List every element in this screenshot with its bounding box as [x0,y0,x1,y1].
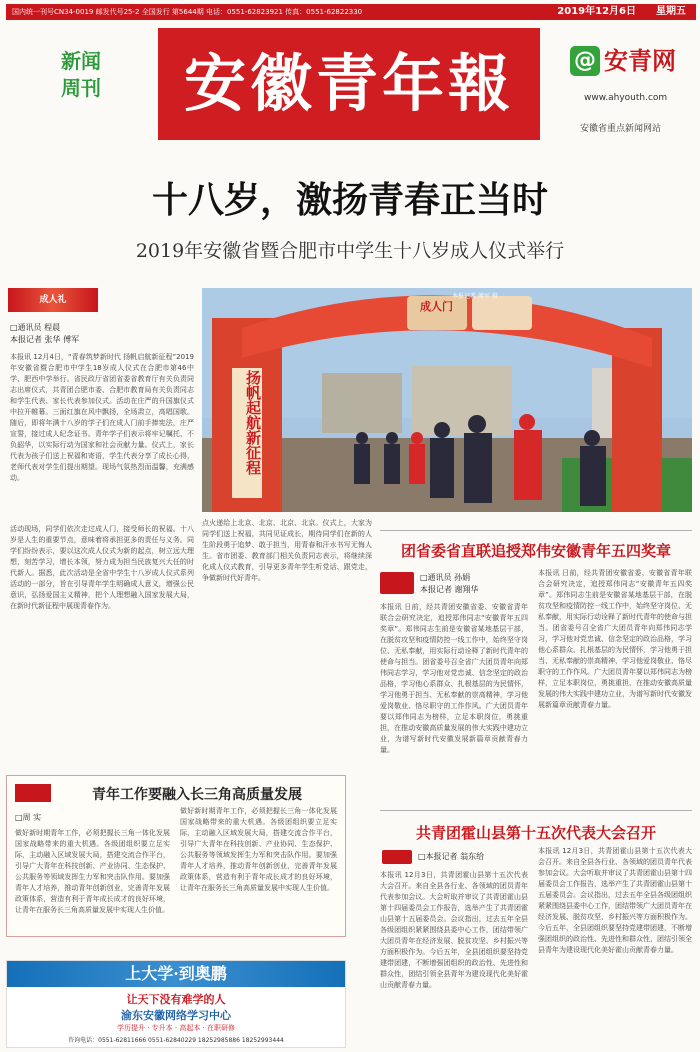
arch-sign: 成人门 [420,300,453,313]
lead-body-col2: 点火递给上北京、北京、北京、北京。仪式上，大家为同学们送上祝福，共同见证成长，期待同学们在新的人生阶段勇于追梦、敢于担当，用青春和汗水书写无悔人生。省市团委、教育部门相关负责同志表示，将继续深化成人仪式教育，引导更多青年学生听党话、跟党走，争做新时代好青年。 [202,519,372,582]
lead-byline-reporters: 本报记者 张华 傅军 [10,335,80,344]
ad-slogan: 让天下没有难学的人 [126,993,226,1006]
commentary-box [6,775,346,937]
commentary-body-col1: 做好新时期青年工作，必须把握长三角一体化发展国家战略带来的重大机遇。各级团组织要立足实际，主动融入区域发展大局，搭建交流合作平台，引导广大青年在科技创新、产业协同、生态保护、公共服务等领域发挥生力军和突击队作用。要加强青年人才培养，推动青年创新创业，完善青年发展政策体系，营造有利于青年成长成才的良好环境，让青年在服务长三角高质量发展中实现人生价值。 [15,829,170,914]
award-tag-icon [380,572,414,594]
lead-byline [10,322,190,346]
congress-tag-icon [382,850,412,864]
newspaper-masthead: 安徽青年報 [158,28,540,140]
site-description: 安徽省重点新闻网站 [580,124,662,134]
section-divider [380,530,692,531]
section-banner: 成人礼 [8,288,98,312]
congress-headline: 共青团霍山县第十五次代表大会召开 [415,824,656,842]
issue-weekday: 星期五 [656,6,686,17]
section-divider [380,810,692,811]
award-byline-correspondent: □通讯员 孙娟 [420,573,471,582]
pillar-sign: 扬帆起航新征程 [244,370,262,475]
site-logo-text: 安青网 [604,46,676,75]
weekly-label-line2: 周刊 [61,76,101,100]
award-byline-reporter: 本报记者 谢翔华 [420,585,479,594]
lead-body-col1: 本报讯 12月4日，“青春筑梦新时代 扬帆启航新征程”2019年安徽省暨合肥市中学生18岁成人仪式在合肥市第46中学、肥西中学举行。省民政厅省团省委省教育厅有关负责同志出席仪式，共青团合肥市委、合肥市教育局有关负责同志和学生代表、家长代表参加仪式。活动在庄严的升国旗仪式中拉开帷幕。三面红旗在风中飘扬，全场肃立，高唱国歌。随后，即将年满十八岁的学子们在成人门前手捧宪法，庄严宣誓，接过成人纪念证书。青年学子们表示将牢记嘱托、不负韶华，以实际行动为国家和社会贡献力量。仪式上，家长代表为孩子们送上祝福和寄语，学生代表分享了成长心得，老师代表对学生们提出期望。现场气氛热烈而温馨，充满感动。 [10,353,194,482]
lead-byline-correspondent: □通讯员 程晨 [10,323,61,332]
award-headline: 团省委省直联追授郑伟安徽青年五四奖章 [400,542,671,560]
award-body-col2: 本报讯 日前，经共青团安徽省委、安徽省青年联合会研究决定，追授郑伟同志“安徽青年五四奖章”。郑伟同志生前是安徽省某地基层干部，在脱贫攻坚和疫情防控一线工作中，始终坚守岗位、无私奉献，用实际行动诠释了新时代青年的使命与担当。团省委号召全省广大团员青年向郑伟同志学习，学习他对党忠诚、信念坚定的政治品格，学习他心系群众、扎根基层的为民情怀，学习他勇于担当、无私奉献的崇高精神，学习他爱岗敬业、恪尽职守的工作作风。广大团员青年要以郑伟同志为榜样，立足本职岗位，勇挑重担，在推动安徽高质量发展的伟大实践中建功立业，为谱写新时代安徽发展新篇章贡献青春力量。 [538,569,692,709]
ceremony-photo-illustration [202,288,692,512]
issue-date: 2019年12月6日 [557,6,636,17]
ad-programs: 学历提升 · 专升本 · 高起本 · 在职研修 [116,1024,236,1032]
commentary-body-col2: 做好新时期青年工作，必须把握长三角一体化发展国家战略带来的重大机遇。各级团组织要立足实际，主动融入区域发展大局，搭建交流合作平台，引导广大青年在科技创新、产业协同、生态保护、公共服务等领域发挥生力军和突击队作用。要加强青年人才培养，推动青年创新创业，完善青年发展政策体系，营造有利于青年成长成才的良好环境，让青年在服务长三角高质量发展中实现人生价值。 [180,807,337,892]
congress-body-col1: 本报讯 12月3日，共青团霍山县第十五次代表大会召开。来自全县各行业、各领域的团员青年代表参加会议。大会听取并审议了共青团霍山县第十四届委员会工作报告，选举产生了共青团霍山县第十五届委员会。会议指出，过去五年全县各级团组织紧紧围绕县委中心工作，团结带领广大团员青年在经济发展、脱贫攻坚、乡村振兴等方面积极作为。今后五年，全县团组织要坚持党建带团建，不断增强团组织的政治性、先进性和群众性，团结引领全县青年为建设现代化美好霍山贡献青春力量。 [380,871,528,989]
congress-body-col2: 本报讯 12月3日，共青团霍山县第十五次代表大会召开。来自全县各行业、各领域的团员青年代表参加会议。大会听取并审议了共青团霍山县第十四届委员会工作报告，选举产生了共青团霍山县第十五届委员会。会议指出，过去五年全县各级团组织紧紧围绕县委中心工作，团结带领广大团员青年在经济发展、脱贫攻坚、乡村振兴等方面积极作为。今后五年，全县团组织要坚持党建带团建，不断增强团组织的政治性、先进性和群众性，团结引领全县青年为建设现代化美好霍山贡献青春力量。 [538,847,692,954]
publication-info: 国内统一刊号CN34-0019 邮发代号25-2 全国发行 第5644期 电话：0551-62823921 传真：0551-62822330 [12,8,363,16]
commentary-headline: 青年工作要融入长三角高质量发展 [92,787,302,803]
weekly-label [48,48,114,102]
at-logo-icon: @ [570,46,600,76]
lead-body-col1-cont: 活动现场，同学们依次走过成人门，接受师长的祝福。十八岁是人生的重要节点，意味着将承担更多的责任与义务。同学们纷纷表示，要以这次成人仪式为新的起点，树立远大理想，刻苦学习，增长本领，努力成为担当民族复兴大任的时代新人。据悉，此次活动是全省中学生十八岁成人仪式系列活动的一部分，旨在引导青年学生明确成人意义，增强公民意识，弘扬爱国主义精神，把个人理想融入国家发展大局，在新时代新征程中展现青春作为。 [10,525,194,610]
weekly-label-line1: 新闻 [61,49,101,73]
site-url[interactable]: www.ahyouth.com [584,93,668,103]
ad-title: 上大学·到奥鹏 [7,961,345,987]
photo-caption: 本报记者 傅军 摄 [452,293,498,300]
commentary-byline: □周 实 [15,813,42,822]
lead-subheadline: 2019年安徽省暨合肥市中学生十八岁成人仪式举行 [135,240,565,262]
lead-photo [202,288,692,512]
top-info-bar [6,4,696,20]
ad-center-name: 渝东安徽网络学习中心 [121,1009,231,1022]
lead-headline: 十八岁，激扬青春正当时 [151,179,548,221]
flag-icon [15,784,51,802]
congress-byline: □本报记者 翁东给 [418,852,485,861]
ad-contact: 咨询电话：0551-62811666 0551-62840229 18252985886 18252993444 [68,1037,284,1044]
advertisement[interactable] [6,960,346,1048]
award-body-col1: 本报讯 日前，经共青团安徽省委、安徽省青年联合会研究决定，追授郑伟同志“安徽青年五四奖章”。郑伟同志生前是安徽省某地基层干部，在脱贫攻坚和疫情防控一线工作中，始终坚守岗位、无私奉献，用实际行动诠释了新时代青年的使命与担当。团省委号召全省广大团员青年向郑伟同志学习，学习他对党忠诚、信念坚定的政治品格，学习他心系群众、扎根基层的为民情怀，学习他勇于担当、无私奉献的崇高精神，学习他爱岗敬业、恪尽职守的工作作风。广大团员青年要以郑伟同志为榜样，立足本职岗位，勇挑重担，在推动安徽高质量发展的伟大实践中建功立业，为谱写新时代安徽发展新篇章贡献青春力量。 [380,603,528,754]
